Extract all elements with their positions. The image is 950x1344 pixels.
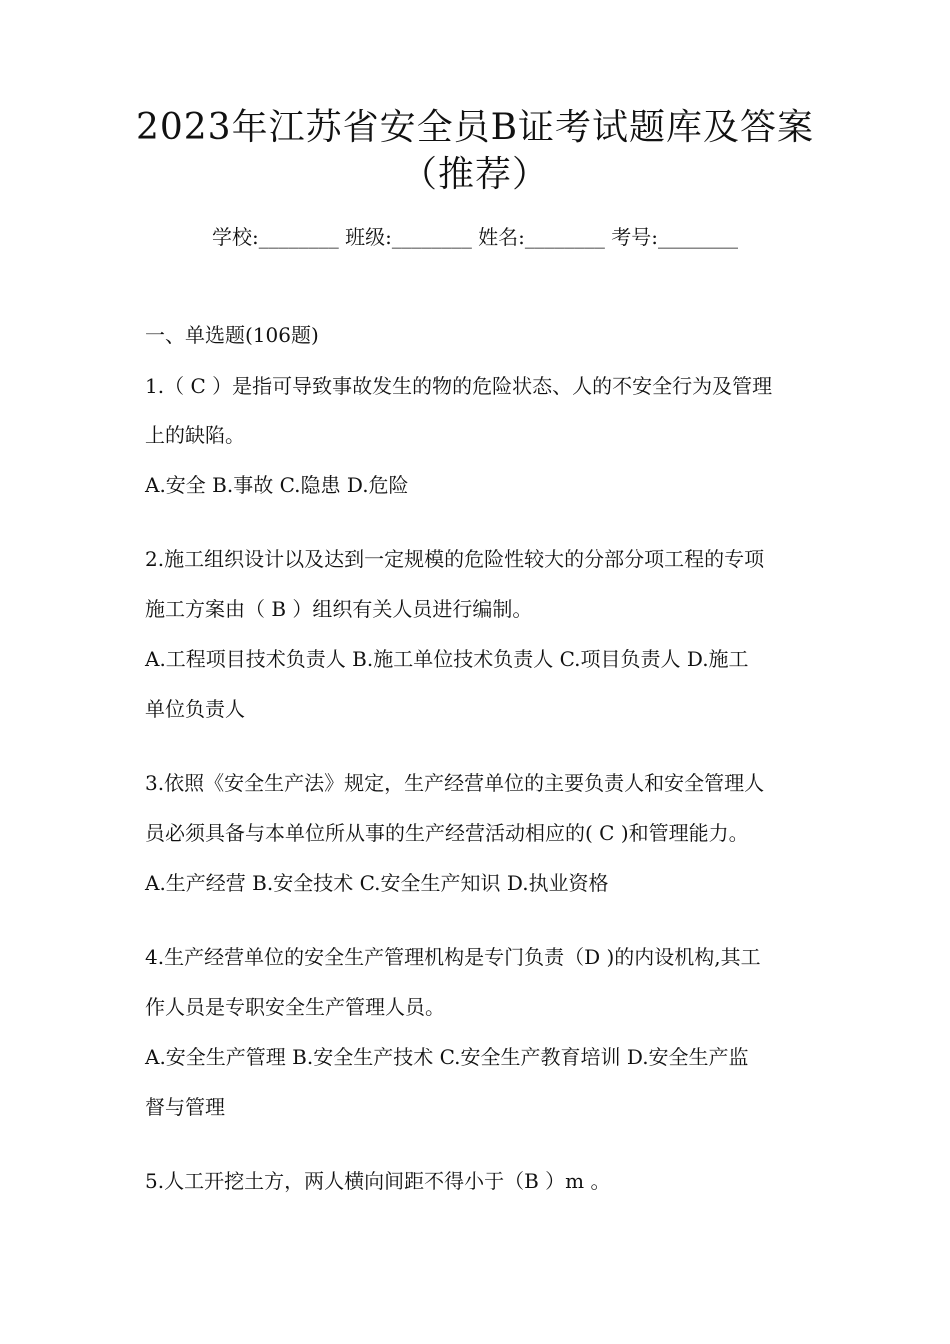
question-3-stem-line-1: 3.依照《安全生产法》规定，生产经营单位的主要负责人和安全管理人 [145,771,765,795]
question-4-options-line-1: A.安全生产管理 B.安全生产技术 C.安全生产教育培训 D.安全生产监 [145,1045,749,1069]
question-4-stem-line-1: 4.生产经营单位的安全生产管理机构是专门负责（D )的内设机构,其工 [145,945,761,969]
question-2-stem-line-1: 2.施工组织设计以及达到一定规模的危险性较大的分部分项工程的专项 [145,547,765,571]
document-title-line-1: 2023年江苏省安全员B证考试题库及答案 [135,107,815,148]
question-1-stem-line-2: 上的缺陷。 [145,423,245,447]
section-heading: 一、单选题(106题) [145,323,319,347]
question-5-stem-line-1: 5.人工开挖土方，两人横向间距不得小于（B ）m 。 [145,1169,611,1193]
question-1-stem-line-1: 1.（ C ）是指可导致事故发生的物的危险状态、人的不安全行为及管理 [145,374,773,398]
question-2-stem-line-2: 施工方案由（ B ）组织有关人员进行编制。 [145,597,533,621]
question-1-options: A.安全 B.事故 C.隐患 D.危险 [145,473,409,497]
question-4-stem-line-2: 作人员是专职安全生产管理人员。 [145,995,445,1019]
question-3-options: A.生产经营 B.安全技术 C.安全生产知识 D.执业资格 [145,871,609,895]
question-3-stem-line-2: 员必须具备与本单位所从事的生产经营活动相应的( C )和管理能力。 [145,821,749,845]
question-4-options-line-2: 督与管理 [145,1095,225,1119]
question-2-options-line-1: A.工程项目技术负责人 B.施工单位技术负责人 C.项目负责人 D.施工 [145,647,749,671]
question-2-options-line-2: 单位负责人 [145,697,245,721]
student-info-fields: 学校:________ 班级:________ 姓名:________ 考号:________ [211,225,739,249]
document-title-line-2: （推荐） [400,154,549,195]
